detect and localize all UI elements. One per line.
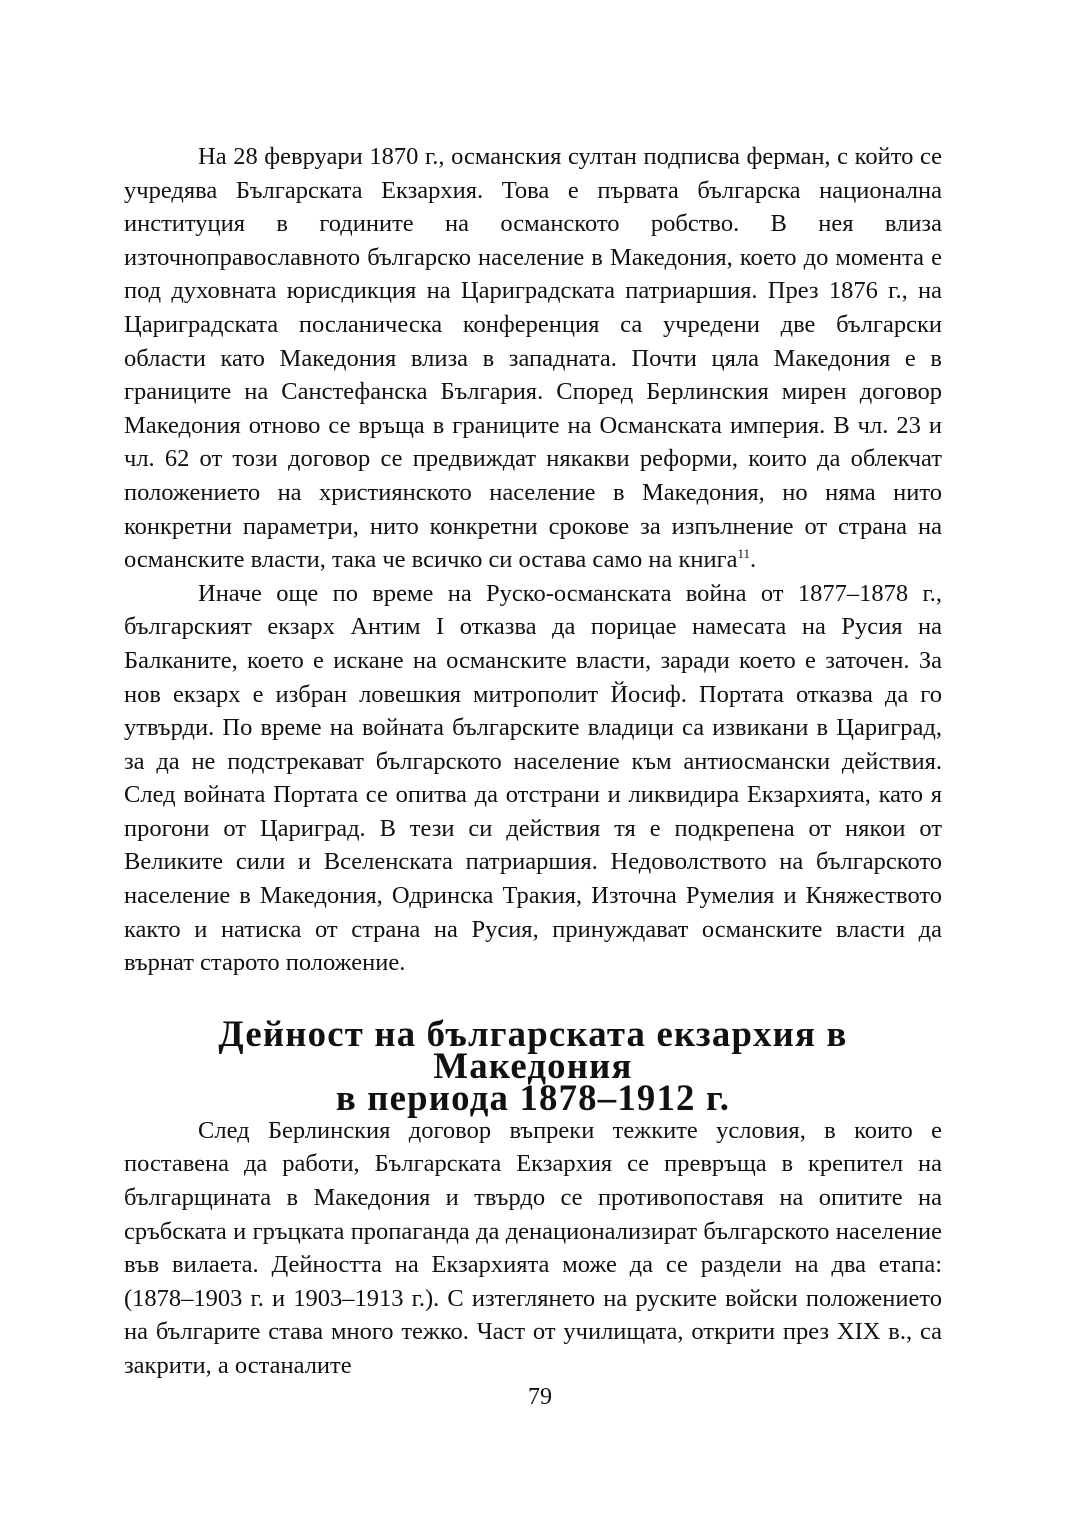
page-body (124, 140, 942, 1383)
section-heading-line-2: в периода 1878–1912 г. (335, 1076, 731, 1118)
paragraph-2: Иначе още по време на Руско-османската война от 1877–1878 г., българският екзарх Антим I отказва да порицае намесата на Русия на Балканите, което е искане на османските власти, заради което е заточен. За нов екзарх е избран ловешкия митрополит Йосиф. Портата отказва да го утвърди. По време на войната българските владици са извикани в Цариград, за да не подстрекават българското население към антиосмански действия. След войната Портата се опитва да отстрани и ликвидира Екзархията, като я прогони от Цариград. В тези си действия тя е подкрепена от някои от Великите сили и Вселенската патриаршия. Недоволството на българското население в Македония, Одринска Тракия, Източна Румелия и Княжеството както и натиска от страна на Русия, принуждават османските власти да върнат старото положение. (124, 579, 942, 977)
section-heading (124, 1012, 942, 1118)
page-number: 79 (528, 1384, 552, 1410)
paragraph-3: След Берлинския договор въпреки тежките условия, в които е поставена да работи, Българската Екзархия се превръща в крепител на българщината в Македония и твърдо се противопоставя на опитите на сръбската и гръцката пропаганда да денационализират българското население във вилаета. Дейността на Екзархията може да се раздели на два етапа: (1878–1903 г. и 1903–1913 г.). С изтеглянето на руските войски положението на българите става много тежко. Част от училищата, открити през XIX в., са закрити, а останалите (124, 1116, 942, 1379)
section-heading-line-1: Дейност на българската екзархия в Македония (218, 1012, 848, 1086)
paragraph-1-text: На 28 февруари 1870 г., османския султан подписва ферман, с който се учредява Българската Екзархия. Това е първата българска национална институция в годините на османското робство. В нея влиза източноправославното българско население в Македония, което до момента е под духовната юрисдикция на Цариградската патриаршия. През 1876 г., на Цариградската посланическа конференция са учредени две български области като Македония влиза в западната. Почти цяла Македония е в границите на Санстефанска България. Според Берлинския мирен договор Македония отново се връща в границите на Османската империя. В чл. 23 и чл. 62 от този договор се предвиждат някакви реформи, които да облекчат положението на християнското население в Македония, но няма нито конкретни параметри, нито конкретни срокове за изпълнение от страна на османските власти, така че всичко си остава само на книга (124, 143, 942, 574)
paragraph-1-end: . (750, 546, 757, 574)
paragraph-1 (124, 140, 942, 577)
footnote-marker: 11 (737, 545, 751, 561)
